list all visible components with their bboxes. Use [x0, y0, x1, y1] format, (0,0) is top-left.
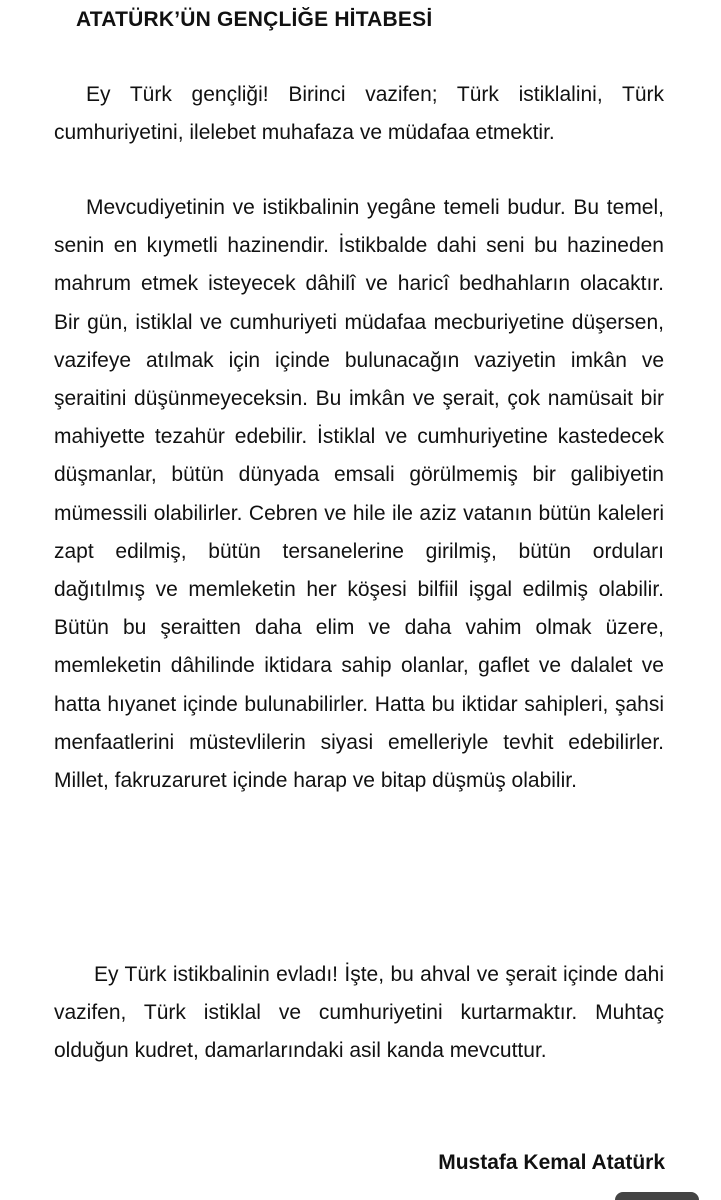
paragraph-1: Ey Türk gençliği! Birinci vazifen; Türk istiklalini, Türk cumhuriyetini, ilelebet muhafaza ve müdafaa etmektir.	[54, 83, 664, 145]
page-edge-shadow	[615, 1192, 699, 1200]
paragraph-3: Ey Türk istikbalinin evladı! İşte, bu ahval ve şerait içinde dahi vazifen, Türk istiklal ve cumhuriyetini kurtarmaktır. Muhtaç olduğun kudret, damarlarındaki asil kanda mevcuttur.	[54, 963, 664, 1063]
paragraph-2: Mevcudiyetinin ve istikbalinin yegâne temeli budur. Bu temel, senin en kıymetli hazinendir. İstikbalde dahi seni bu hazineden mahrum etmek isteyecek dâhilî ve haricî bedhahların olacaktır. Bir gün, istiklal ve cumhuriyeti müdafaa mecburiyetine düşersen, vazifeye atılmak için içinde bulunacağın vaziyetin imkân ve şeraitini düşünmeyeceksin. Bu imkân ve şerait, çok namüsait bir mahiyette tezahür edebilir. İstiklal ve cumhuriyetine kastedecek düşmanlar, bütün dünyada emsali görülmemiş bir galibiyetin mümessili olabilirler. Cebren ve hile ile aziz vatanın bütün kaleleri zapt edilmiş, bütün tersanelerine girilmiş, bütün orduları dağıtılmış ve memleketin her köşesi bilfiil işgal edilmiş olabilir. Bütün bu şeraitten daha elim ve daha vahim olmak üzere, memleketin dâhilinde iktidara sahip olanlar, gaflet ve dalalet ve hatta hıyanet içinde bulunabilirler. Hatta bu iktidar sahipleri, şahsi menfaatlerini müstevlilerin siyasi emelleriyle tevhit edebilirler. Millet, fakruzaruret içinde harap ve bitap düşmüş olabilir.	[54, 196, 664, 793]
signature: Mustafa Kemal Atatürk	[438, 1151, 665, 1174]
document-title: ATATÜRK’ÜN GENÇLİĞE HİTABESİ	[76, 8, 433, 31]
